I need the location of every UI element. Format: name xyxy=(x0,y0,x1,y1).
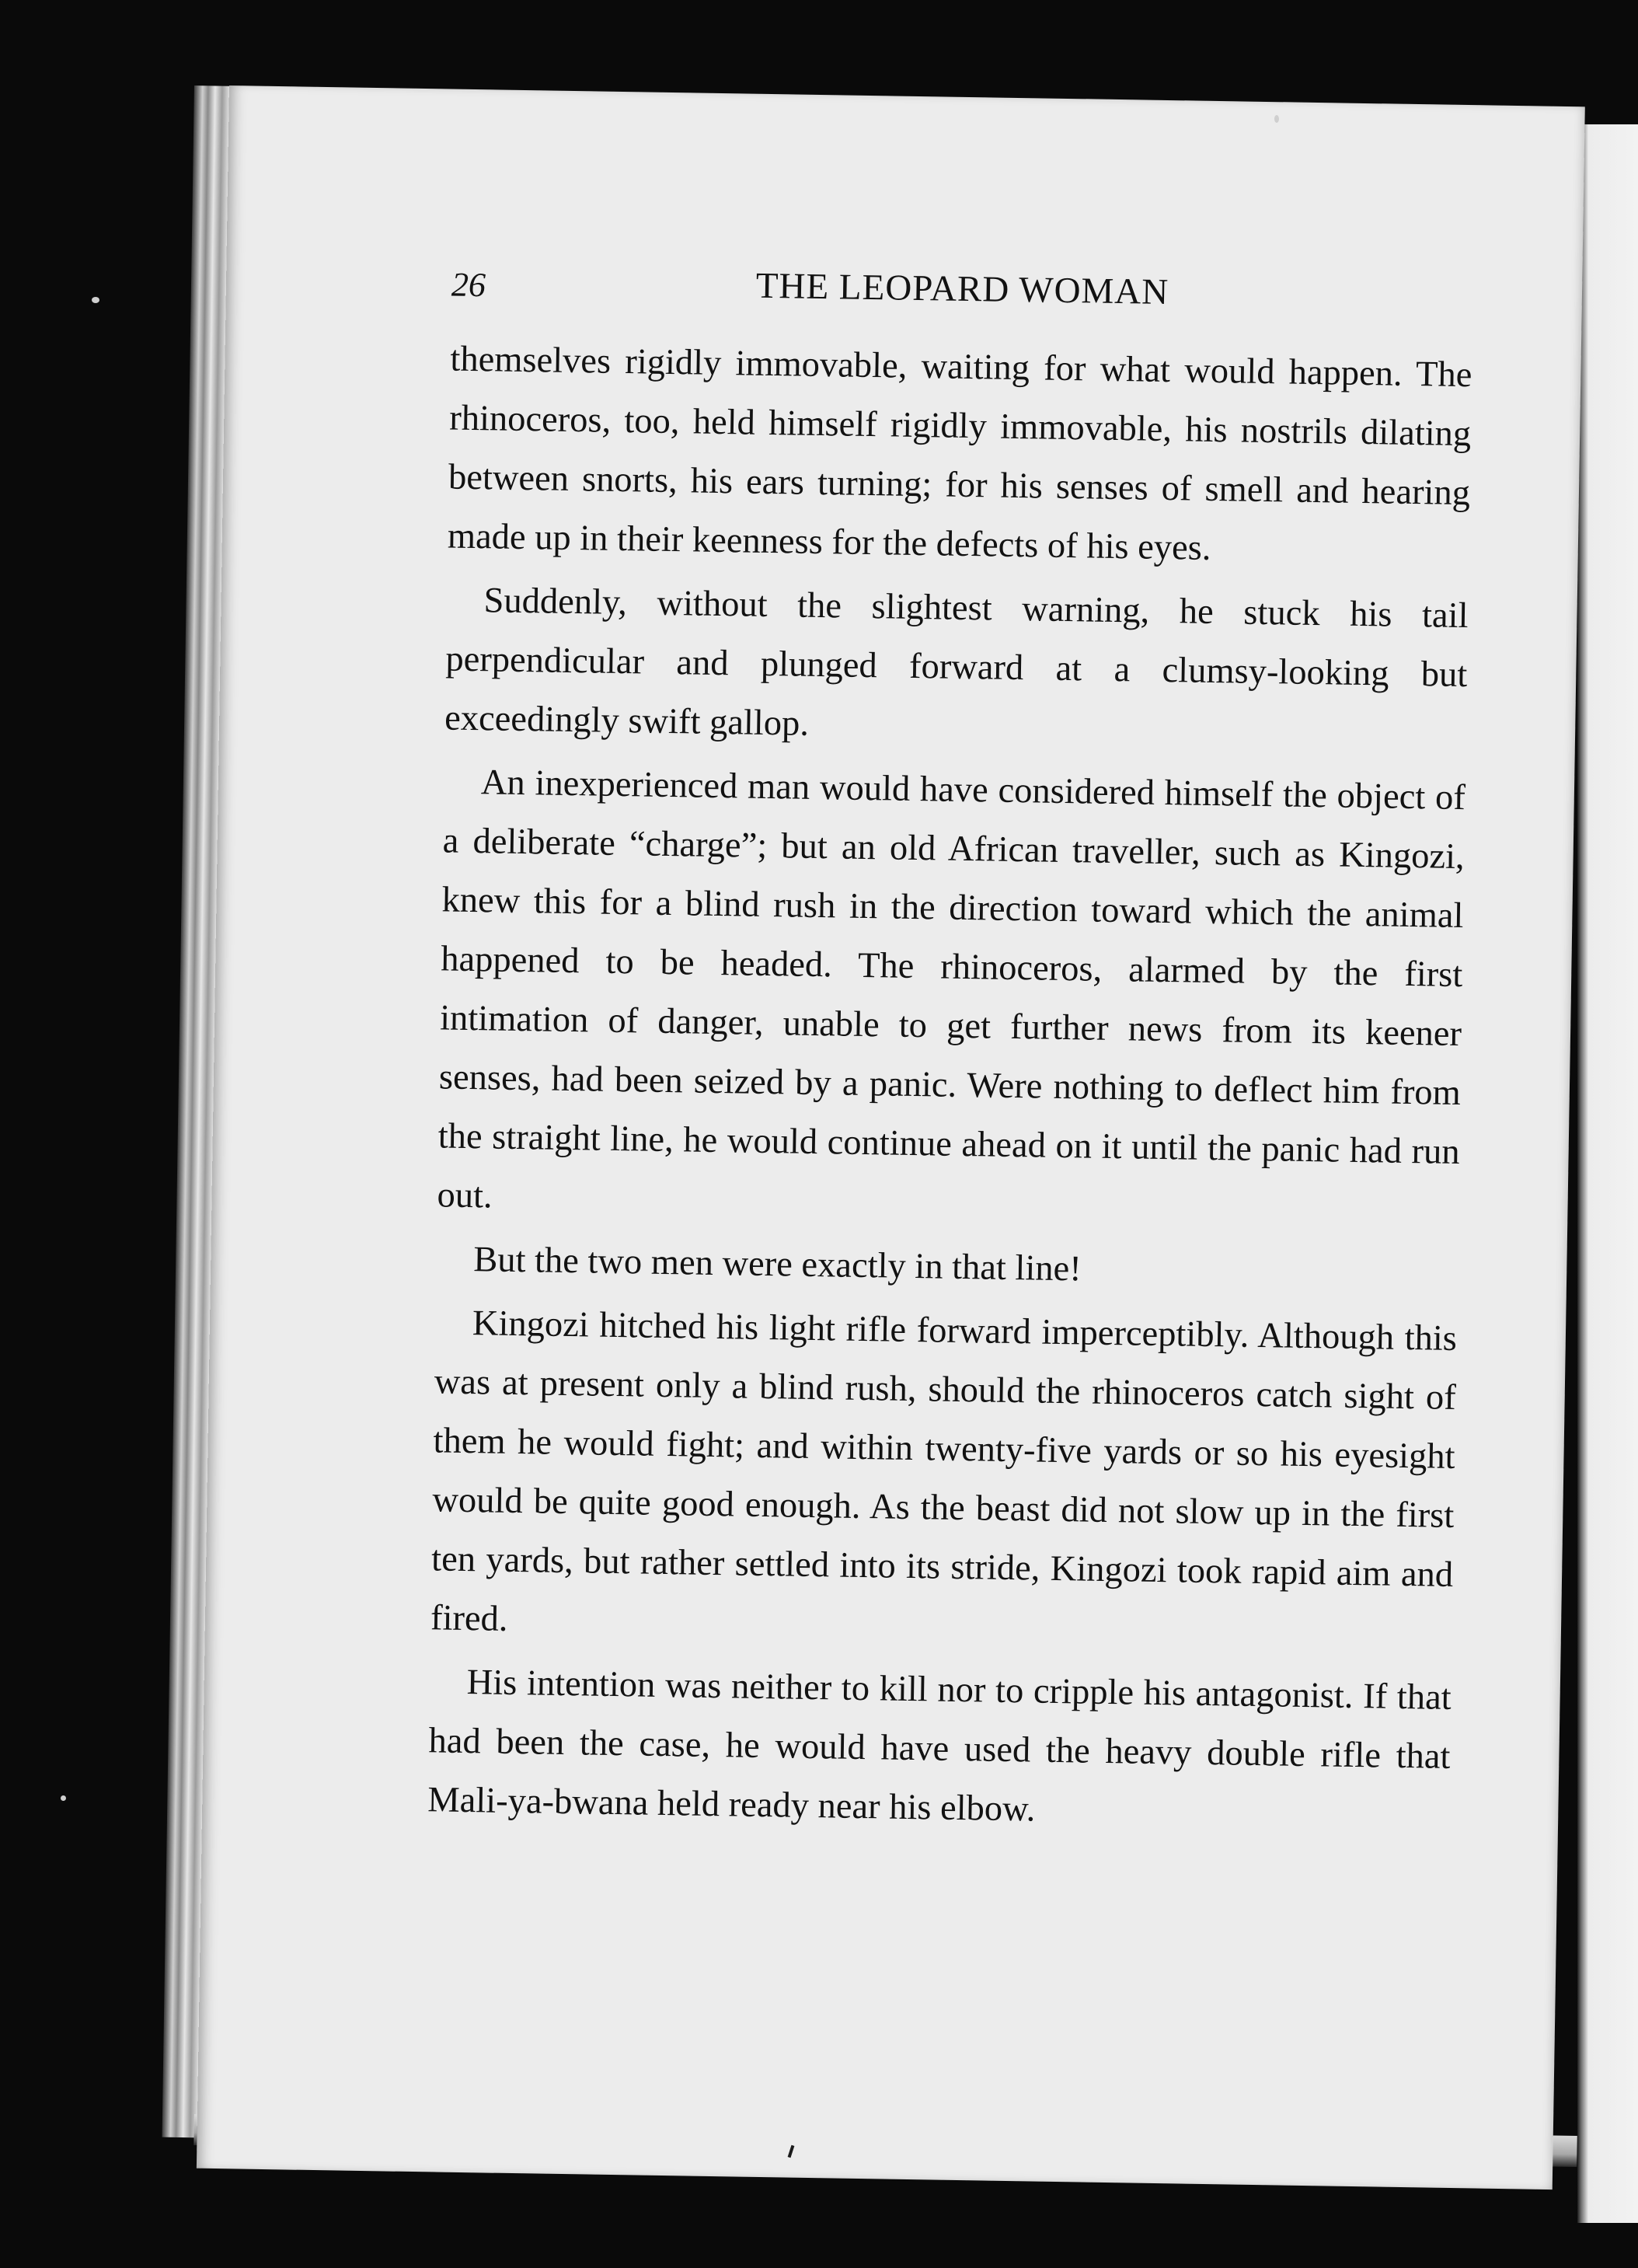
page-content xyxy=(427,260,1474,1851)
paragraph: Kingozi hitched his light rifle forward imperceptibly. Although this was at present only a blind rush, should the rhinoceros catch sight of them he would fight; and within twenty-five yards or so his eyesight would be quite good enough. As the beast did not slow up in the first ten yards, but rather settled into its stride, Kingozi took rapid aim and fired. xyxy=(430,1303,1458,1639)
paragraph: themselves rigidly immovable, waiting for what would happen. The rhinoceros, too, held himself rigidly immovable, his nostrils dilating between snorts, his ears turning; for his senses of smell and hearing made up in their keenness for the defects of his eyes. xyxy=(447,339,1472,568)
scan-speck xyxy=(92,297,99,303)
body-text xyxy=(427,330,1472,1846)
scan-speck xyxy=(1274,115,1279,123)
running-head xyxy=(451,260,1473,339)
paragraph: His intention was neither to kill nor to cripple his antagonist. If that had been the case, he would have used the heavy double rifle that Mali-ya-bwana held ready near his elbow. xyxy=(427,1663,1452,1830)
paragraph: An inexperienced man would have considered himself the object of a deliberate “charge”; but an old African traveller, such as Kingozi, knew this for a blind rush in the direction toward which the animal happened to be headed. The rhinoceros, alarmed by the first intimation of danger, unable to get further news from its keener senses, had been seized by a panic. Were nothing to deflect him from the straight line, he would continue ahead on it until the panic had run out. xyxy=(437,762,1466,1216)
paragraph: Suddenly, without the slightest warning, he stuck his tail perpendicular and plunged forward at a clumsy-looking but exceedingly swift gallop. xyxy=(444,581,1469,744)
adjacent-page-edge xyxy=(1577,124,1638,2223)
page-number: 26 xyxy=(451,265,486,305)
paragraph: But the two men were exactly in that line! xyxy=(472,1240,1082,1289)
book-page xyxy=(197,85,1585,2189)
running-title: THE LEOPARD WOMAN xyxy=(755,265,1169,313)
scan-speck xyxy=(61,1795,66,1801)
